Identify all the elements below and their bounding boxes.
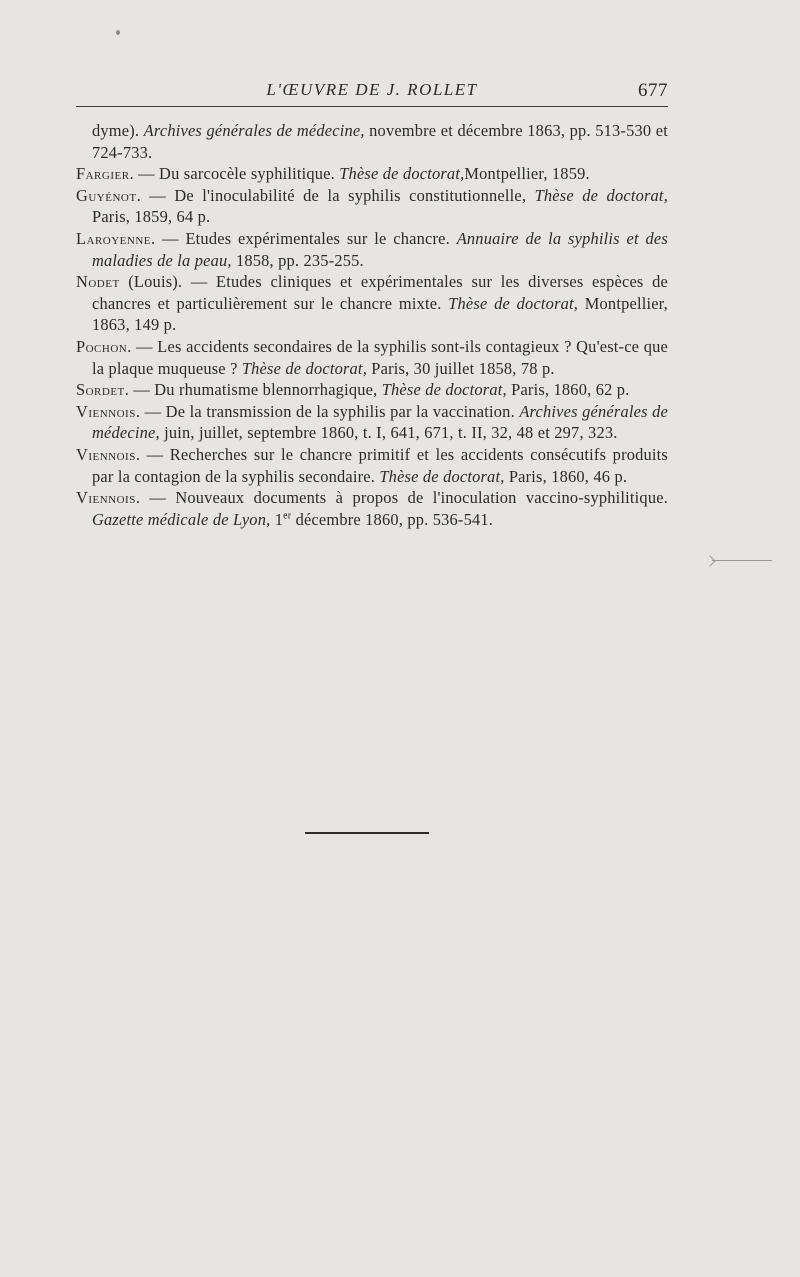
entry-text: er [283, 510, 292, 522]
entry-source-title: Archives générales de médecine, [92, 401, 668, 443]
entry-source-title: Thèse de doctorat, [381, 380, 507, 400]
entry-source-title: Archives générales de médecine, [143, 121, 365, 140]
entry-text: . — Du rhumatisme blennorrhagique, [124, 380, 382, 400]
entry-text: Montpellier, 1863, 149 p. [92, 293, 668, 335]
entry-text: . — Etudes expérimentales sur le chancre. [151, 228, 457, 248]
page-header [76, 76, 668, 106]
entry-text: . — De l'inoculabilité de la syphilis constitutionnelle, [136, 185, 535, 205]
bibliography-entry [76, 185, 668, 228]
entry-source-title: Thèse de doctorat, [534, 185, 668, 205]
paper-speck [116, 30, 120, 35]
bibliography-entry [76, 163, 668, 185]
entry-text: juin, juillet, septembre 1860, t. I, 641, 671, t. II, 32, 48 et 297, 323. [159, 423, 618, 443]
entry-text: Paris, 30 juillet 1858, 78 p. [367, 358, 555, 378]
bibliography-entry [76, 444, 668, 487]
entry-author: Sordet [76, 380, 125, 400]
entry-text: 1858, pp. 235-255. [231, 250, 364, 270]
bibliography-entry [76, 271, 668, 336]
end-of-section-rule [305, 832, 429, 834]
entry-author: Guyénot [76, 185, 137, 205]
entry-source-title: Thèse de doctorat, [241, 358, 367, 378]
bibliography-entry [76, 487, 668, 530]
entry-text: . — Du sarcocèle syphilitique. [129, 164, 340, 184]
bibliography-entry-continuation [76, 120, 668, 163]
entry-source-title: Thèse de doctorat, [379, 466, 505, 486]
entry-source-title: Thèse de doctorat, [339, 164, 465, 184]
entry-source-title: Gazette médicale de Lyon, [92, 509, 271, 529]
entry-author: Viennois [76, 401, 136, 421]
entry-text: Paris, 1860, 62 p. [506, 380, 630, 400]
entry-author: Fargier [76, 164, 130, 184]
entry-source-title: Annuaire de la syphilis et des maladies de la peau, [92, 228, 668, 270]
entry-author: Pochon [76, 336, 128, 356]
entry-text: . — Recherches sur le chancre primitif et les accidents consécutifs produits par la contagion de la syphilis secondaire. [92, 444, 668, 486]
entry-source-title: Thèse de doctorat, [448, 293, 579, 313]
bibliography-entry [76, 336, 668, 379]
header-rule [76, 106, 668, 107]
running-title: L'ŒUVRE DE J. ROLLET [266, 80, 478, 99]
page-number: 677 [638, 80, 668, 101]
entry-text: novembre et décembre 1863, pp. 513-530 et 724-733. [92, 121, 668, 162]
bibliography-entry [76, 228, 668, 271]
entry-text: . — Les accidents secondaires de la syphilis sont-ils contagieux ? Qu'est-ce que la plaque muqueuse ? [92, 336, 668, 378]
entry-text: dyme). [92, 121, 144, 140]
entry-text: Paris, 1860, 46 p. [504, 466, 628, 486]
entry-text: décembre 1860, pp. 536-541. [291, 509, 494, 529]
entry-text: 1 [270, 509, 284, 529]
margin-pencil-mark [712, 560, 772, 561]
entry-author: Viennois [76, 488, 136, 508]
entry-author: Nodet [76, 272, 120, 292]
bibliography-list [76, 120, 668, 530]
entry-text: . — De la transmission de la syphilis par la vaccination. [135, 401, 520, 421]
bibliography-entry [76, 379, 668, 401]
entry-text: Montpellier, 1859. [464, 164, 590, 184]
entry-author: Laroyenne [76, 228, 152, 248]
entry-text: . — Nouveaux documents à propos de l'inoculation vaccino-syphilitique. [135, 488, 668, 508]
entry-text: (Louis). — Etudes cliniques et expérimentales sur les diverses espèces de chancres et particulièrement sur le chancre mixte. [92, 272, 668, 313]
entry-author: Viennois [76, 444, 136, 464]
bibliography-entry [76, 401, 668, 444]
entry-text: Paris, 1859, 64 p. [92, 207, 211, 227]
